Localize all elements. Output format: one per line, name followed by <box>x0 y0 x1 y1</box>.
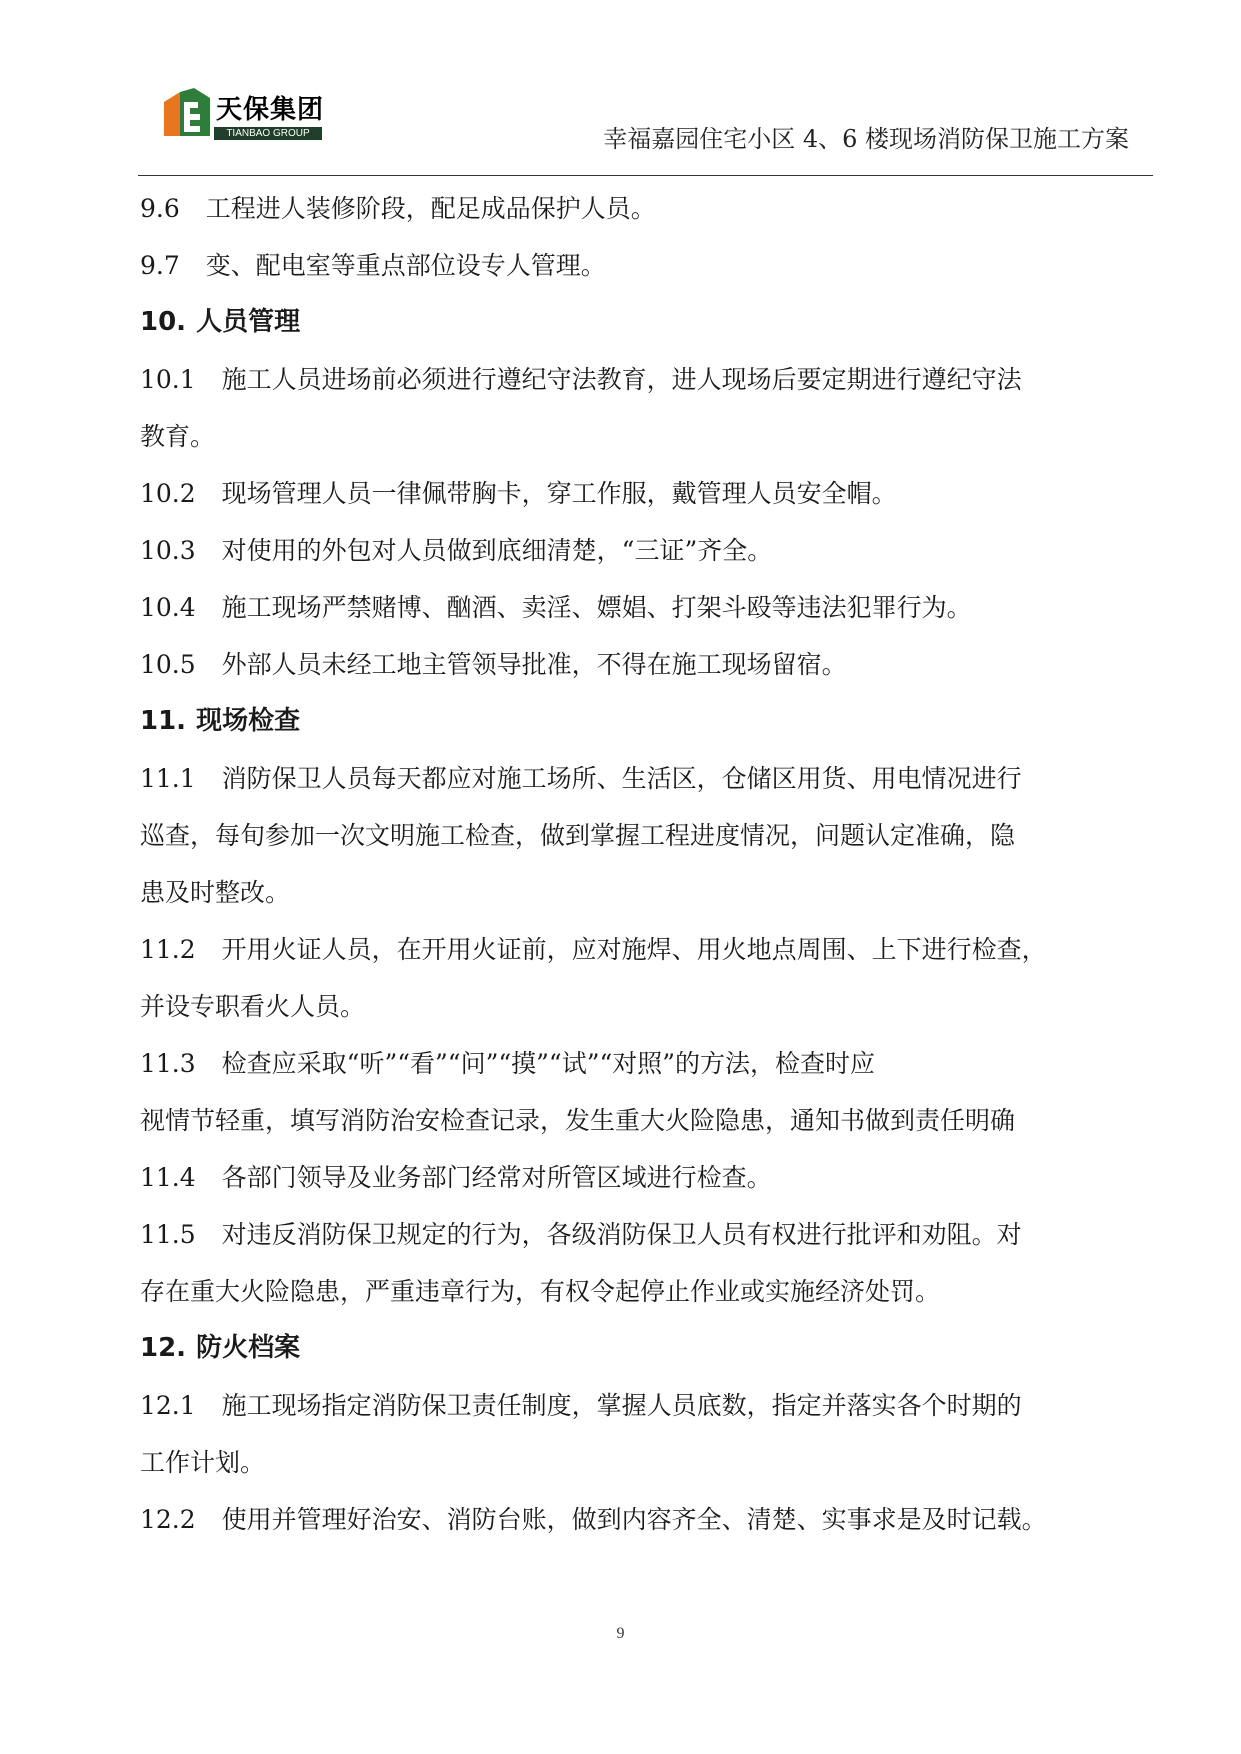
logo-name: 天保集团 <box>216 95 325 125</box>
clause-number: 12.2 <box>140 1505 196 1534</box>
clause-text: 使用并管理好治安、消防台账，做到内容齐全、清楚、实事求是及时记载。 <box>221 1505 1047 1534</box>
section-heading <box>140 1320 1162 1377</box>
clause-text: 教育。 <box>140 422 216 451</box>
clause-text: 施工现场指定消防保卫责任制度，掌握人员底数，指定并落实各个时期的 <box>221 1391 1022 1420</box>
clause-text: 存在重大火险隐患，严重违章行为，有权令起停止作业或实施经济处罚。 <box>140 1277 941 1306</box>
section-heading-text: 防火档案 <box>196 1333 301 1363</box>
clause-number: 10.5 <box>140 650 196 679</box>
clause-number: 11.4 <box>140 1163 196 1192</box>
section-heading-text: 现场检查 <box>196 706 301 736</box>
section-heading <box>140 294 1162 351</box>
clause-text: 各部门领导及业务部门经常对所管区域进行检查。 <box>221 1163 772 1192</box>
body-line <box>140 636 1162 693</box>
clause-number: 11.1 <box>140 764 196 793</box>
clause-number: 10.2 <box>140 479 196 508</box>
tianbao-logo-mark-icon <box>160 88 214 140</box>
document-header-title: 幸福嘉园住宅小区 4、6 楼现场消防保卫施工方案 <box>603 125 1129 153</box>
clause-number: 11.2 <box>140 935 196 964</box>
clause-text: 工作计划。 <box>140 1448 266 1477</box>
clause-number: 11.5 <box>140 1220 196 1249</box>
clause-text: 消防保卫人员每天都应对施工场所、生活区，仓储区用货、用电情况进行 <box>221 764 1022 793</box>
clause-text: 对使用的外包对人员做到底细清楚，“三证”齐全。 <box>221 536 773 565</box>
body-line <box>140 351 1162 408</box>
company-logo <box>160 88 330 148</box>
document-body <box>140 180 1162 1548</box>
body-line <box>140 750 1162 807</box>
body-line <box>140 1377 1162 1434</box>
clause-text: 变、配电室等重点部位设专人管理。 <box>205 251 606 280</box>
body-line <box>140 807 1162 864</box>
body-line <box>140 522 1162 579</box>
clause-number: 10.4 <box>140 593 196 622</box>
body-line <box>140 1263 1162 1320</box>
clause-number: 11.3 <box>140 1049 196 1078</box>
clause-text: 视情节轻重，填写消防治安检查记录，发生重大火险隐患，通知书做到责任明确 <box>140 1106 1016 1135</box>
clause-number: 10. <box>140 307 187 337</box>
section-heading-text: 人员管理 <box>196 307 301 337</box>
header-divider <box>138 175 1153 176</box>
logo-english-name: TIANBAO GROUP <box>214 127 322 140</box>
body-line <box>140 978 1162 1035</box>
clause-number: 9.6 <box>140 194 180 223</box>
clause-text: 施工现场严禁赌博、酗酒、卖淫、嫖娼、打架斗殴等违法犯罪行为。 <box>221 593 972 622</box>
body-line <box>140 465 1162 522</box>
clause-text: 对违反消防保卫规定的行为，各级消防保卫人员有权进行批评和劝阻。对 <box>221 1220 1022 1249</box>
clause-number: 9.7 <box>140 251 180 280</box>
clause-number: 10.3 <box>140 536 196 565</box>
clause-text: 工程进人装修阶段，配足成品保护人员。 <box>205 194 656 223</box>
clause-text: 施工人员进场前必须进行遵纪守法教育，进人现场后要定期进行遵纪守法 <box>221 365 1022 394</box>
body-line <box>140 1149 1162 1206</box>
body-line <box>140 864 1162 921</box>
body-line <box>140 1491 1162 1548</box>
body-line <box>140 408 1162 465</box>
body-line <box>140 1434 1162 1491</box>
body-line <box>140 180 1162 237</box>
clause-number: 12. <box>140 1333 187 1363</box>
body-line <box>140 579 1162 636</box>
body-line <box>140 921 1162 978</box>
clause-text: 外部人员未经工地主管领导批准，不得在施工现场留宿。 <box>221 650 847 679</box>
body-line <box>140 237 1162 294</box>
clause-number: 10.1 <box>140 365 196 394</box>
clause-text: 患及时整改。 <box>140 878 291 907</box>
clause-number: 12.1 <box>140 1391 196 1420</box>
clause-text: 检查应采取“听”“看”“问”“摸”“试”“对照”的方法，检查时应 <box>221 1049 876 1078</box>
clause-text: 并设专职看火人员。 <box>140 992 366 1021</box>
page-number: 9 <box>616 1625 625 1642</box>
clause-number: 11. <box>140 706 187 736</box>
body-line <box>140 1035 1162 1092</box>
section-heading <box>140 693 1162 750</box>
body-line <box>140 1092 1162 1149</box>
clause-text: 现场管理人员一律佩带胸卡，穿工作服，戴管理人员安全帽。 <box>221 479 897 508</box>
body-line <box>140 1206 1162 1263</box>
clause-text: 巡查，每旬参加一次文明施工检查，做到掌握工程进度情况，问题认定准确，隐 <box>140 821 1016 850</box>
clause-text: 开用火证人员，在开用火证前，应对施焊、用火地点周围、上下进行检查， <box>221 935 1047 964</box>
